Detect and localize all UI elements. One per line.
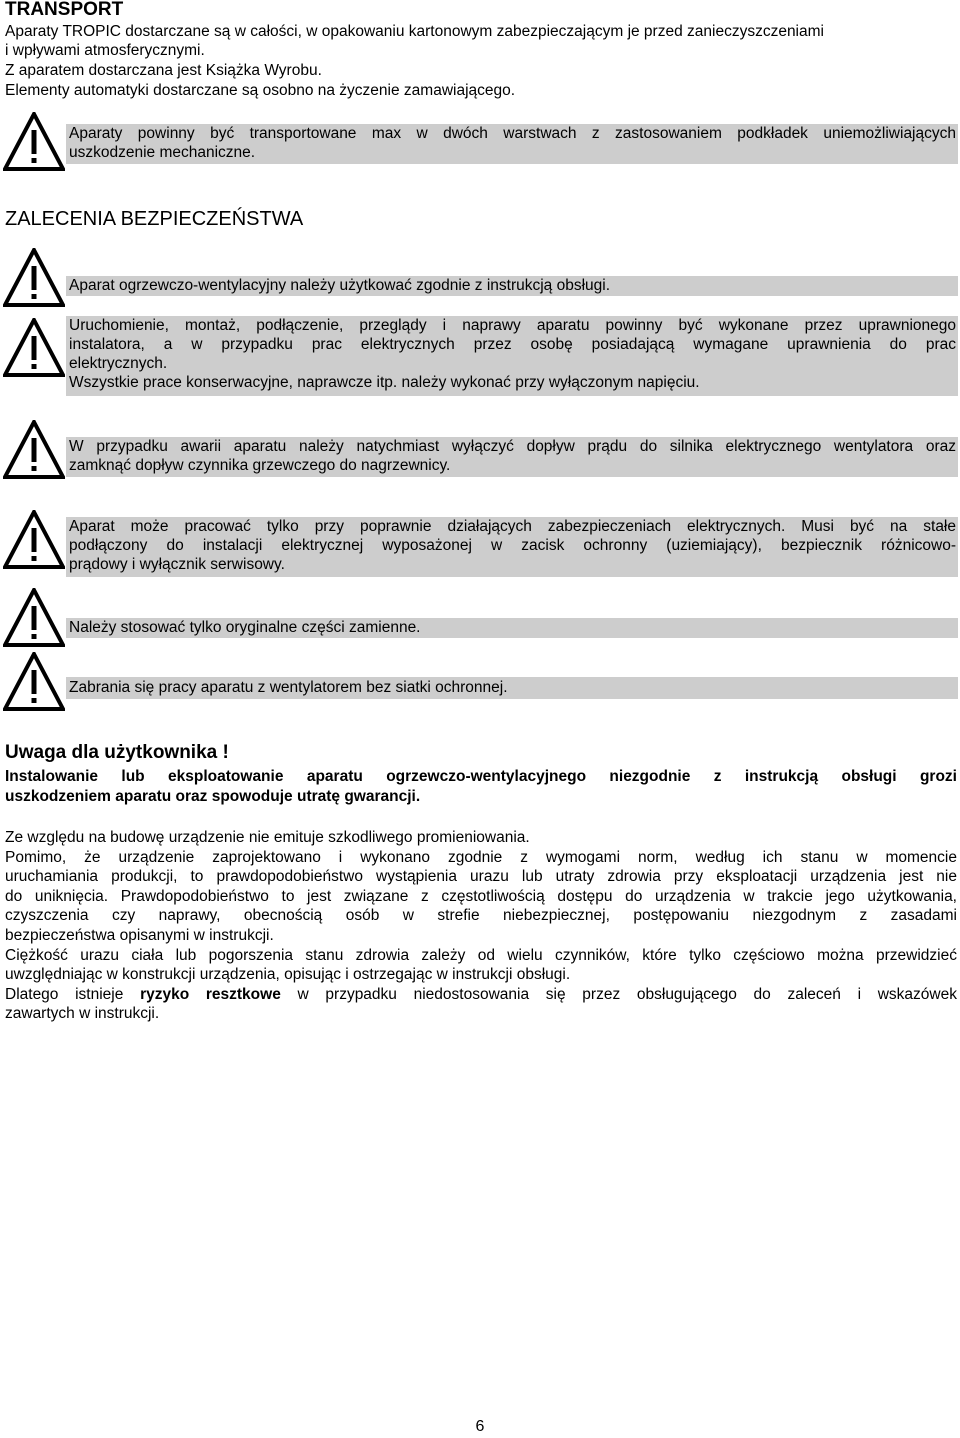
safety-warning-6-line-1: Zabrania się pracy aparatu z wentylatorem bez siatki ochronnej. [69,679,508,696]
warning-triangle-icon [3,588,65,648]
warning-triangle-icon [3,318,65,378]
body-line-3: uruchamiania produkcji, to prawdopodobieństwo wystąpienia urazu lub utraty zdrowia przy eksploatacji urządzenia jest nie [5,868,957,886]
body-line-9-start: Dlatego istnieje [5,985,141,1003]
safety-warning-box-3 [66,437,958,477]
transport-warning-line-2: uszkodzenie mechaniczne. [69,144,256,161]
safety-warning-box-5 [66,618,958,638]
body-line-9 [5,985,957,1005]
safety-warning-box-1 [66,276,958,296]
safety-warning-4-line-3: prądowy i wyłącznik serwisowy. [69,556,285,573]
body-line-10: zawartych w instrukcji. [5,1005,160,1023]
transport-warning-line-1: Aparaty powinny być transportowane max w dwóch warstwach z zastosowaniem podkładek uniemożliwiających [69,125,956,142]
safety-warning-5-line-1: Należy stosować tylko oryginalne części zamienne. [69,619,421,636]
safety-warning-1-line-1: Aparat ogrzewczo-wentylacyjny należy użytkować zgodnie z instrukcją obsługi. [69,277,611,294]
transport-line-4: Elementy automatyki dostarczane są osobno na życzenie zamawiającego. [5,82,516,99]
transport-line-2: i wpływami atmosferycznymi. [5,42,205,59]
transport-line-1: Aparaty TROPIC dostarczane są w całości, w opakowaniu kartonowym zabezpieczającym je przed zanieczyszczeniami [5,23,824,40]
body-line-2: Pomimo, że urządzenie zaprojektowano i wykonano zgodnie z wymogami norm, według ich stanu w momencie [5,848,957,866]
safety-warning-2-line-3: elektrycznych. [69,355,168,372]
residual-risk-term: ryzyko resztkowe [140,985,281,1003]
user-notice-body [5,767,957,807]
safety-warning-box-4 [66,517,958,577]
warning-triangle-icon [3,652,65,712]
safety-warning-4-line-1: Aparat może pracować tylko przy poprawnie działających zabezpieczeniach elektrycznych. Musi być na stałe [69,518,956,535]
safety-warning-3-line-1: W przypadku awarii aparatu należy natychmiast wyłączyć dopływ prądu do silnika elektrycznego wentylatora oraz [69,438,956,455]
body-line-5: czyszczenia czy naprawy, obecnością osób w strefie niebezpiecznej, postępowaniu niezgodnym z zasadami [5,907,957,925]
body-line-9-end: w przypadku niedostosowania się przez obsługującego do zaleceń i wskazówek [280,985,957,1003]
user-notice-heading: Uwaga dla użytkownika ! [5,742,229,763]
transport-warning-box [66,124,958,164]
warning-triangle-icon [3,248,65,308]
safety-warning-2-line-2: instalatora, a w przypadku prac elektrycznych przez osobę posiadającą wymagane uprawnienia do prac [69,336,956,353]
warning-triangle-icon [3,420,65,480]
residual-risk-text [5,828,957,1024]
page-number: 6 [475,1418,485,1435]
safety-warning-box-6 [66,677,958,699]
safety-warning-2-line-1: Uruchomienie, montaż, podłączenie, przeglądy i naprawy aparatu powinny być wykonane przez uprawnionego [69,317,956,334]
safety-heading: ZALECENIA BEZPIECZEŃSTWA [5,208,304,230]
body-line-7: Ciężkość urazu ciała lub pogorszenia stanu zdrowia zależy od wielu czynników, które tylko częściowo można przewidzieć [5,946,957,964]
body-line-4: do uniknięcia. Prawdopodobieństwo to jest związane z częstotliwością dostępu do urządzenia w trakcie jego użytkowania, [5,887,957,905]
warning-triangle-icon [3,510,65,570]
safety-warning-box-2 [66,316,958,396]
user-notice-line-1: Instalowanie lub eksploatowanie aparatu ogrzewczo-wentylacyjnego niezgodnie z instrukcją obsługi grozi [5,768,957,785]
user-notice-line-2: uszkodzeniem aparatu oraz spowoduje utratę gwarancji. [5,788,421,805]
transport-heading: TRANSPORT [5,0,124,20]
body-line-8: uwzględniając w konstrukcji urządzenia, opisując i ostrzegając w instrukcji obsługi. [5,966,571,984]
body-line-1: Ze względu na budowę urządzenie nie emituje szkodliwego promieniowania. [5,829,530,846]
warning-triangle-icon [3,112,65,172]
transport-line-3: Z aparatem dostarczana jest Książka Wyrobu. [5,62,322,79]
safety-warning-2-line-4: Wszystkie prace konserwacyjne, naprawcze itp. należy wykonać przy wyłączonym napięciu. [69,374,700,391]
safety-warning-3-line-2: zamknąć dopływ czynnika grzewczego do nagrzewnicy. [69,457,451,474]
safety-warning-4-line-2: podłączony do instalacji elektrycznej wyposażonej w zacisk ochronny (uziemiający), bezpiecznik różnicowo- [69,537,956,554]
body-line-6: bezpieczeństwa opisanymi w instrukcji. [5,926,274,944]
